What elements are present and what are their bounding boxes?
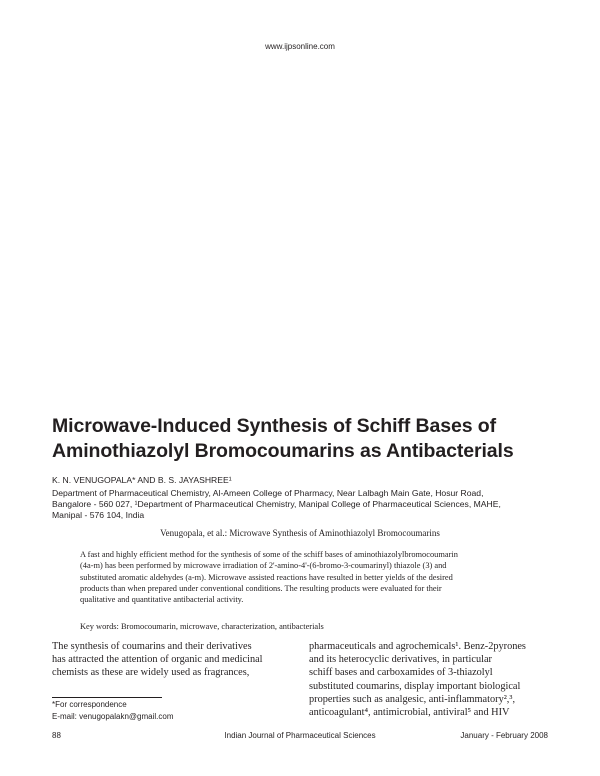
body-line: schiff bases and carboxamides of 3-thiazolyl	[309, 667, 493, 679]
article-title	[52, 414, 572, 464]
affiliation-line: Bangalore - 560 027, ¹Department of Pharmaceutical Chemistry, Manipal College of Pharmaceutical Sciences, MAHE,	[52, 499, 501, 510]
body-line: has attracted the attention of organic and medicinal	[52, 654, 263, 666]
issue-date: January - February 2008	[460, 731, 548, 740]
body-line: substituted coumarins, display important biological	[309, 680, 521, 692]
affiliation-line: Manipal - 576 104, India	[52, 510, 145, 521]
abstract-line: A fast and highly efficient method for the synthesis of some of the schiff bases of aminothiazolylbromocoumarin	[80, 550, 458, 559]
affiliation-line: Department of Pharmaceutical Chemistry, Al-Ameen College of Pharmacy, Near Lalbagh Main Gate, Hosur Road,	[52, 488, 484, 498]
body-line: The synthesis of coumarins and their derivatives	[52, 641, 252, 652]
abstract	[80, 549, 520, 605]
body-column-right	[309, 640, 549, 719]
abstract-line: substituted aromatic aldehydes (a-m). Microwave assisted reactions have resulted in better yields of the desired	[80, 572, 453, 582]
footnote	[52, 699, 174, 722]
running-head: Venugopala, et al.: Microwave Synthesis of Aminothiazolyl Bromocoumarins	[160, 528, 440, 538]
page-footer	[52, 731, 548, 743]
abstract-line: (4a-m) has been performed by microwave irradiation of 2'-amino-4'-(6-bromo-3-coumarinyl) thiazole (3) and	[80, 561, 447, 571]
footnote-divider	[52, 697, 162, 698]
body-line: chemists as these are widely used as fragrances,	[52, 667, 250, 679]
abstract-line: qualitative and quantitative antibacterial activity.	[80, 595, 244, 605]
site-url: www.ijpsonline.com	[265, 42, 335, 51]
title-line: Microwave-Induced Synthesis of Schiff Bases of	[52, 415, 497, 437]
correspondence-label: *For correspondence	[52, 700, 127, 709]
page-number: 88	[52, 731, 61, 740]
correspondence-email: E-mail: venugopalakn@gmail.com	[52, 711, 174, 721]
body-line: and its heterocyclic derivatives, in particular	[309, 654, 492, 666]
authors: K. N. VENUGOPALA* AND B. S. JAYASHREE¹	[52, 475, 232, 485]
journal-name: Indian Journal of Pharmaceutical Sciences	[224, 731, 376, 740]
body-line: pharmaceuticals and agrochemicals¹. Benz-2pyrones	[309, 641, 526, 652]
abstract-line: products than when prepared under conventional conditions. The resulting products were evaluated for their	[80, 583, 442, 593]
keywords: Key words: Bromocoumarin, microwave, characterization, antibacterials	[80, 622, 324, 631]
body-column-left	[52, 640, 292, 680]
body-line: anticoagulant⁴, antimicrobial, antiviral⁵ and HIV	[309, 707, 510, 719]
title-line: Aminothiazolyl Bromocoumarins as Antibacterials	[52, 440, 514, 462]
affiliations	[52, 488, 552, 522]
body-line: properties such as analgesic, anti-inflammatory²,³,	[309, 693, 516, 705]
